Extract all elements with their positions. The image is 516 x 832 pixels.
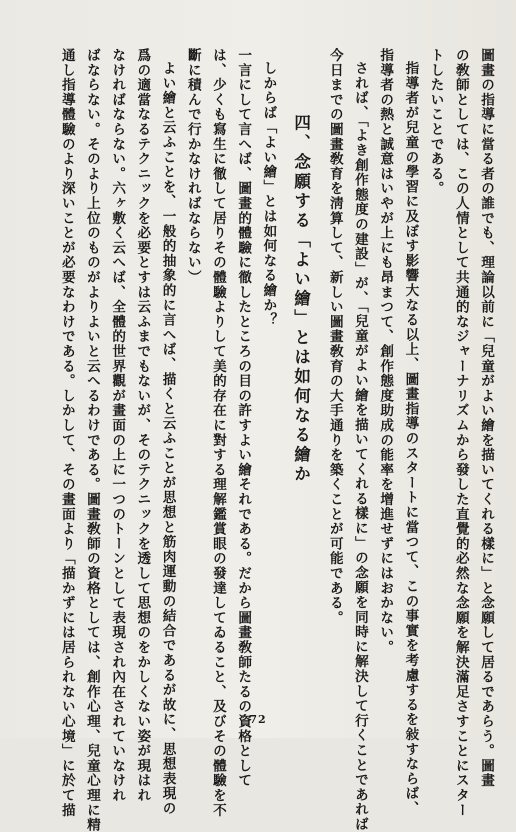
text-line: トしたいことである。	[427, 48, 444, 196]
text-line: 指導者が兒童の學習に及ぼす影響大なる以上、圖畫指導のスタートに當つて、この事實を考慮するを敍すならば、	[402, 61, 419, 816]
text-line: よい繪と云ふことを、一般的抽象的に言へば、描くと云ふことが思想と筋肉運動の結合であるが故に、思想表現の	[159, 61, 176, 816]
text-line: は、少くも寫生に徹して居りその體驗よりして美的存在に對する理解鑑賞眼の發達してゐること、及びその體驗を不	[209, 48, 226, 818]
text-line: ばならない。そのより上位のものがよりよいと云へるわけである。圖畫敎師の資格としては、創作心理、兒童心理に精	[83, 48, 100, 832]
text-line: しからば「よい繪」とは如何なる繪か？	[260, 61, 277, 328]
page-number: 72	[249, 713, 267, 726]
section-heading: 四、念願する「よい繪」とは如何なる繪か	[291, 114, 311, 485]
text-line: 圖畫の指導に當る者の誰でも、理論以前に「兒童がよい繪を描いてくれる樣に」と念願して居るであらう。圖畫	[478, 48, 494, 788]
text-line: の敎師としては、この人情として共通的なジャーナリズムから發した直覺的必然な念願を解決滿足さすことにスター	[452, 48, 469, 818]
text-line: 斷に積んで行かなければならない）	[184, 48, 201, 285]
text-line: 爲の適當なるテクニックを必要とすは云ふまでもないが、そのテクニックを透して思想のをかしくない姿が現はれ	[134, 48, 151, 803]
text-line: 一言にして言へば、圖畫的體驗に徹したところの目の許すよい繪それである。だから圖畫敎師たるの資格として	[235, 48, 252, 788]
text-line: 通し指導體驗のより深いことが必要なわけである。しかして、その畫面より「描かずには居られない心境」に於て描	[58, 48, 75, 818]
text-line: 今日までの圖畫敎育を淸算して、新しい圖畫敎育の大手通りを築くことが可能である。	[326, 48, 343, 626]
text-line: なければならない。六ヶ敷く云へば、全體的世界觀が畫面の上に一つのトーンとして表現され內在されていなけれ	[109, 48, 126, 803]
text-line: 指導者の熱と誠意はいやが上にも昂まつて、創作態度助成の能率を增進せずにはおかない。	[377, 48, 394, 655]
text-line: されば、「よき創作態度の建設」が、「兒童がよい繪を描いてくれる樣に」の念願を同時に解決して行くことであれば	[351, 61, 368, 832]
